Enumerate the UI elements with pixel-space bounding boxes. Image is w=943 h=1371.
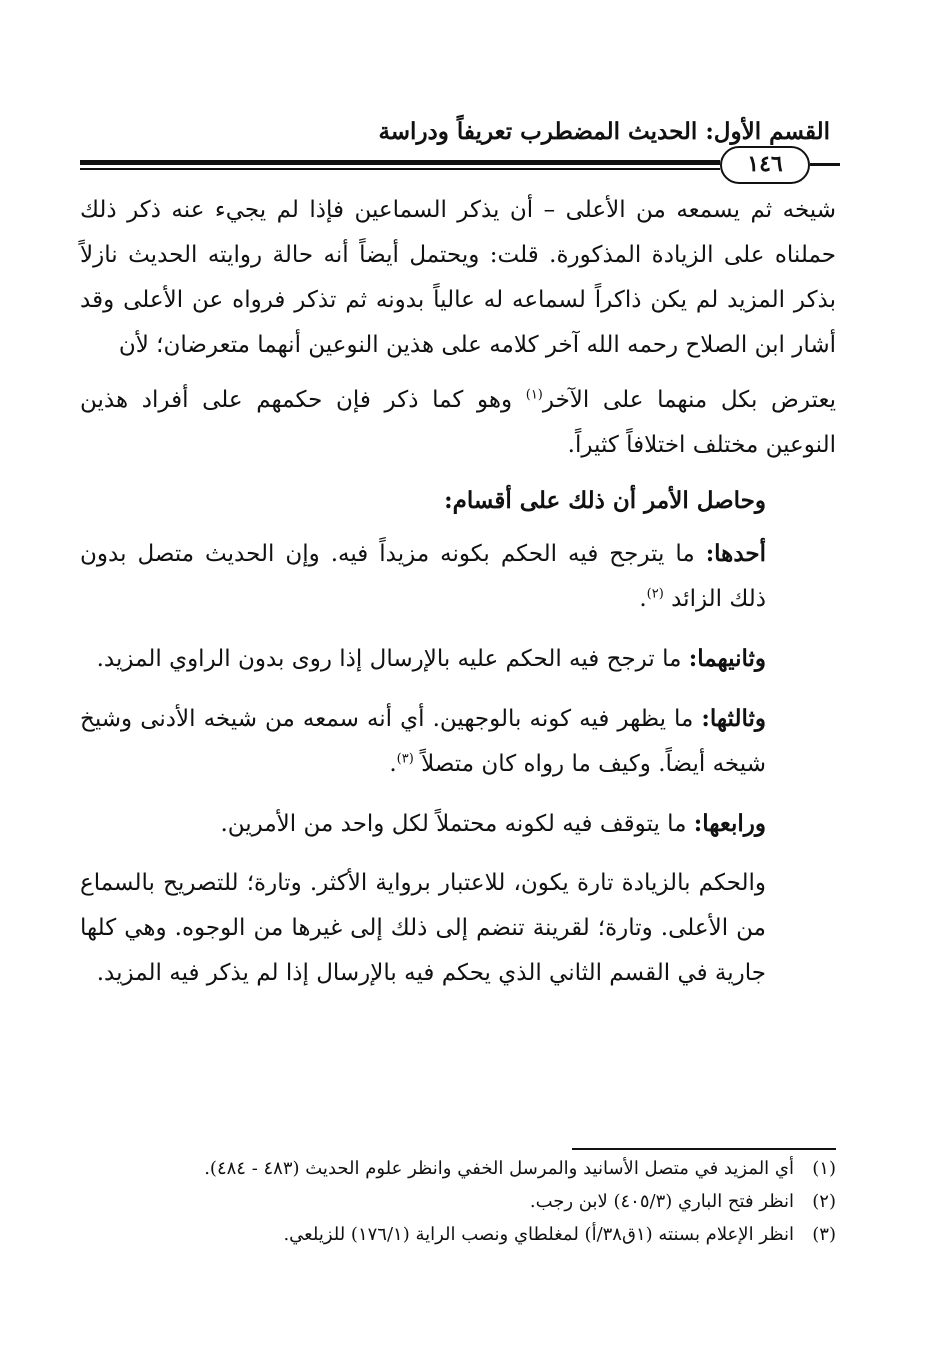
list-item — [80, 531, 836, 622]
running-title: القسم الأول: الحديث المضطرب تعريفاً ودراسة — [378, 118, 830, 145]
list-item — [80, 636, 836, 682]
page-number: ١٤٦ — [720, 146, 810, 184]
footnote-text: انظر فتح الباري (٤٠٥/٣) لابن رجب. — [529, 1191, 794, 1212]
footnote-separator — [572, 1148, 836, 1150]
footnote — [150, 1185, 836, 1218]
item-text: ما ترجح فيه الحكم عليه بالإرسال إذا روى بدون الراوي المزيد. — [96, 646, 689, 672]
footnote-ref-2[interactable]: (٢) — [646, 586, 664, 602]
header-rule-thick — [80, 160, 720, 165]
footnote — [150, 1218, 836, 1251]
item-text: ما يتوقف فيه لكونه محتملاً لكل واحد من الأمرين. — [220, 811, 694, 837]
item-label: ورابعها: — [693, 810, 766, 837]
page-header — [80, 112, 840, 182]
header-rule-tail — [810, 163, 840, 166]
closing-paragraph: والحكم بالزيادة تارة يكون، للاعتبار برواية الأكثر. وتارة؛ للتصريح بالسماع من الأعلى. وتارة؛ لقرينة تنضم إلى ذلك إلى غيرها من الوجوه. وهي كلها جارية في القسم الثاني الذي يحكم فيه بالإرسال إذا لم يذكر فيه المزيد. — [80, 870, 766, 986]
item-label: أحدها: — [705, 540, 766, 567]
footnote-number: (٣) — [812, 1224, 836, 1245]
item-tail: . — [639, 586, 647, 612]
footnote-ref-3[interactable]: (٣) — [396, 751, 414, 767]
paragraph-2-text-cont: وهو كما ذكر فإن حكمهم على أفراد هذين النوعين مختلف اختلافاً كثيراً. — [80, 387, 836, 458]
item-text: ما يترجح فيه الحكم بكونه مزيداً فيه. وإن الحديث متصل بدون ذلك الزائد — [80, 541, 766, 612]
footnote-text: أي المزيد في متصل الأسانيد والمرسل الخفي وانظر علوم الحديث (٤٨٣ - ٤٨٤). — [204, 1158, 794, 1179]
paragraph-2 — [80, 378, 836, 468]
main-text — [80, 188, 836, 996]
item-tail: . — [389, 751, 397, 777]
header-rule-thin — [80, 168, 720, 170]
footnote-ref-1[interactable]: (١) — [525, 387, 543, 403]
footnote-number: (٢) — [812, 1191, 836, 1212]
footnote-number: (١) — [812, 1158, 836, 1179]
footnote — [150, 1152, 836, 1185]
footnote-text: انظر الإعلام بسنته (١ق٣٨/أ) لمغلطاي ونصب الراية (١٧٦/١) للزيلعي. — [283, 1224, 794, 1245]
item-label: وثالثها: — [701, 705, 766, 732]
item-text: ما يظهر فيه كونه بالوجهين. أي أنه سمعه من شيخه الأدنى وشيخ شيخه أيضاً. وكيف ما رواه كان متصلاً — [80, 706, 766, 777]
list-item — [80, 696, 836, 787]
paragraph-1: شيخه ثم يسمعه من الأعلى – أن يذكر السماعين فإذا لم يجيء عنه ذكر ذلك حملناه على الزيادة المذكورة. قلت: ويحتمل أيضاً أنه حالة روايته الحديث نازلاً بذكر المزيد لم يكن ذاكراً لسماعه له عالياً بدونه ثم تذكر فرواه عن الأعلى وقد أشار ابن الصلاح رحمه الله آخر كلامه على هذين النوعين أنهما متعرضان؛ لأن — [80, 197, 836, 358]
list-item — [80, 801, 836, 847]
item-label: وثانيهما: — [688, 645, 766, 672]
footnotes — [150, 1152, 836, 1251]
paragraph-2-text: يعترض بكل منهما على الآخر — [542, 387, 836, 413]
section-heading: وحاصل الأمر أن ذلك على أقسام: — [444, 487, 766, 514]
